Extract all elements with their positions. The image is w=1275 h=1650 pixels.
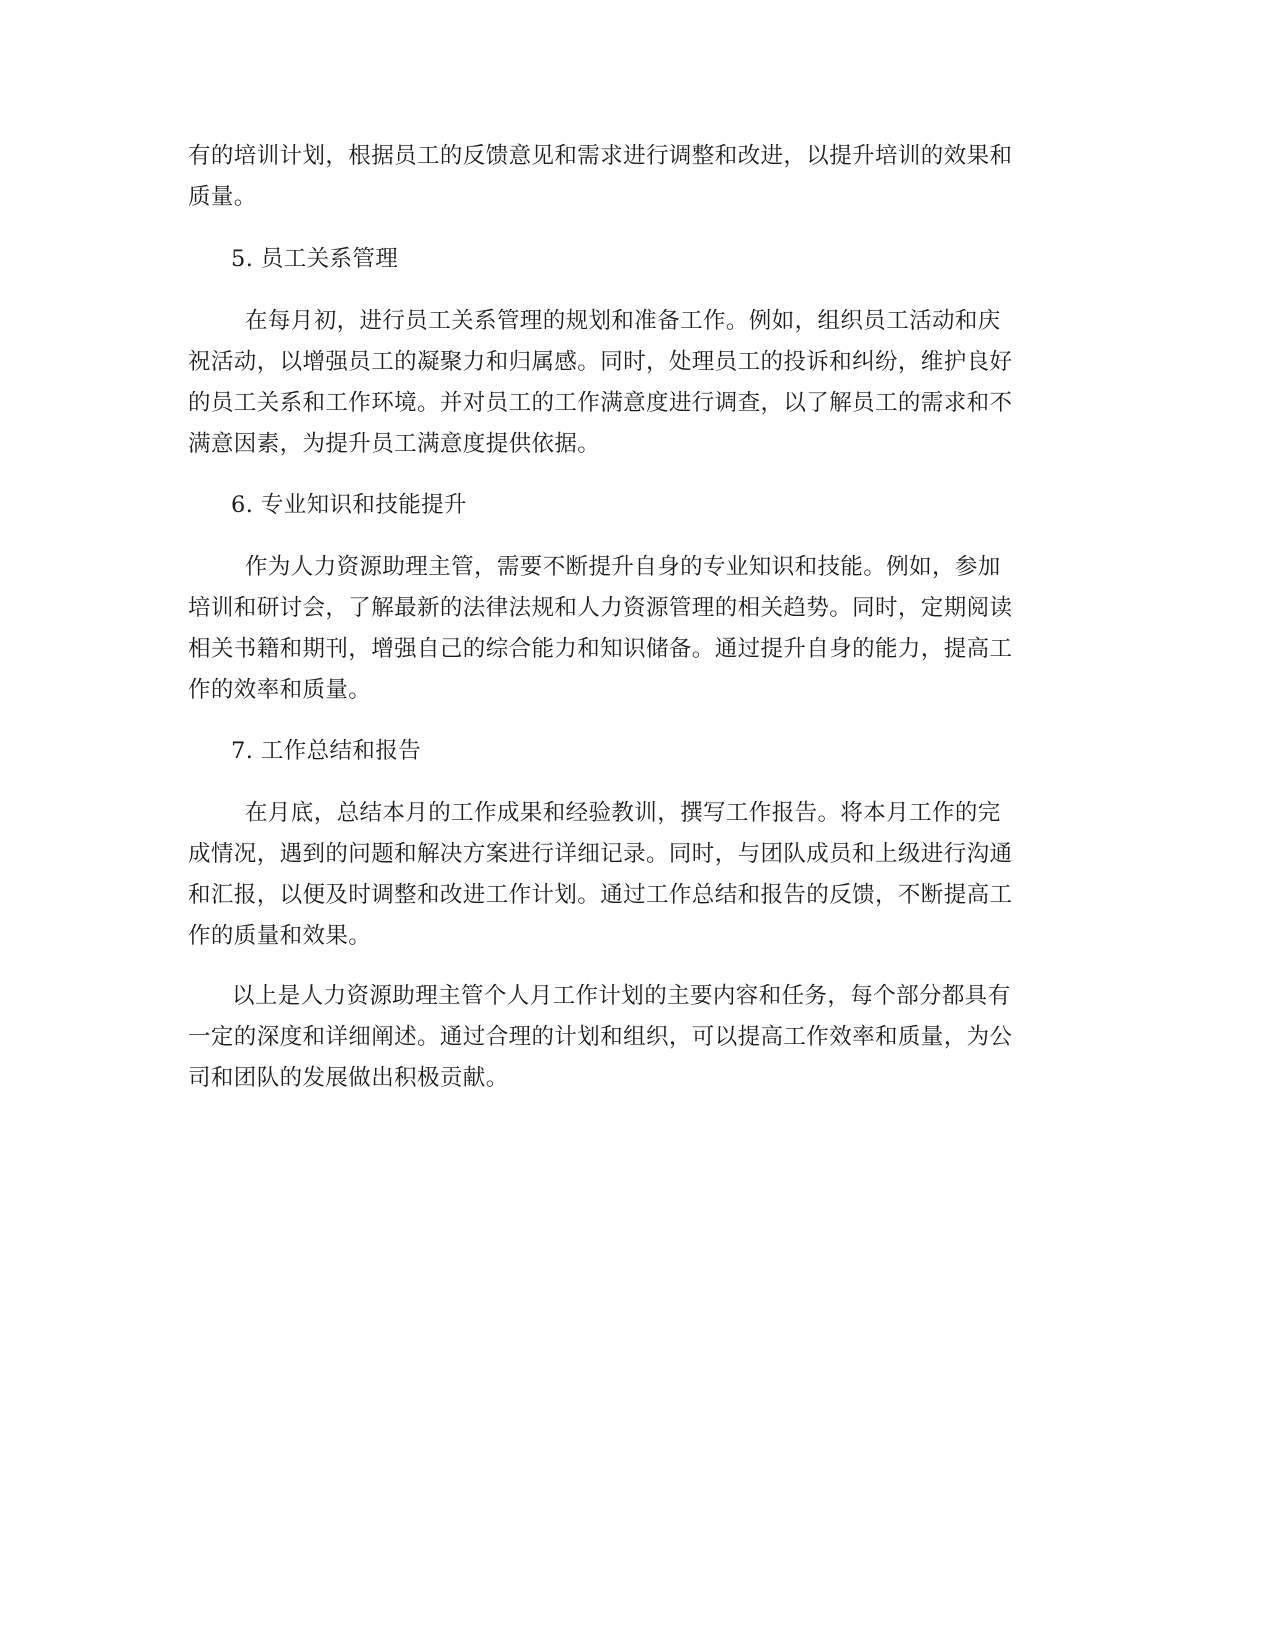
intro-paragraph	[188, 136, 1093, 218]
paragraph-line: 祝活动，以增强员工的凝聚力和归属感。同时，处理员工的投诉和纠纷，维护良好	[188, 349, 1013, 375]
paragraph-line: 培训和研讨会，了解最新的法律法规和人力资源管理的相关趋势。同时，定期阅读	[188, 595, 1013, 621]
paragraph-line: 作的质量和效果。	[188, 923, 372, 949]
section-5-paragraph	[188, 301, 1093, 465]
paragraph-line: 在每月初，进行员工关系管理的规划和准备工作。例如，组织员工活动和庆	[245, 308, 1001, 334]
paragraph-line: 在月底，总结本月的工作成果和经验教训，撰写工作报告。将本月工作的完	[245, 800, 1001, 826]
paragraph-line: 以上是人力资源助理主管个人月工作计划的主要内容和任务，每个部分都具有	[232, 983, 1011, 1009]
conclusion-paragraph	[188, 976, 1093, 1099]
section-6-paragraph	[188, 547, 1093, 711]
section-heading-5: 5. 员工关系管理	[231, 246, 399, 272]
paragraph-line: 的员工关系和工作环境。并对员工的工作满意度进行调查，以了解员工的需求和不	[188, 390, 1013, 416]
paragraph-line: 一定的深度和详细阐述。通过合理的计划和组织，可以提高工作效率和质量，为公	[188, 1024, 1013, 1050]
paragraph-line: 司和团队的发展做出积极贡献。	[188, 1065, 509, 1091]
paragraph-line: 满意因素，为提升员工满意度提供依据。	[188, 431, 601, 457]
paragraph-line: 作为人力资源助理主管，需要不断提升自身的专业知识和技能。例如，参加	[245, 554, 1001, 580]
paragraph-line: 有的培训计划，根据员工的反馈意见和需求进行调整和改进，以提升培训的效果和	[188, 143, 1013, 169]
section-heading-6: 6. 专业知识和技能提升	[231, 492, 467, 518]
paragraph-line: 作的效率和质量。	[188, 677, 372, 703]
section-7-paragraph	[188, 793, 1093, 957]
paragraph-line: 相关书籍和期刊，增强自己的综合能力和知识储备。通过提升自身的能力，提高工	[188, 636, 1013, 662]
paragraph-line: 成情况，遇到的问题和解决方案进行详细记录。同时，与团队成员和上级进行沟通	[188, 841, 1013, 867]
paragraph-line: 和汇报，以便及时调整和改进工作计划。通过工作总结和报告的反馈，不断提高工	[188, 882, 1013, 908]
section-heading-7: 7. 工作总结和报告	[231, 738, 422, 764]
paragraph-line: 质量。	[188, 184, 257, 210]
